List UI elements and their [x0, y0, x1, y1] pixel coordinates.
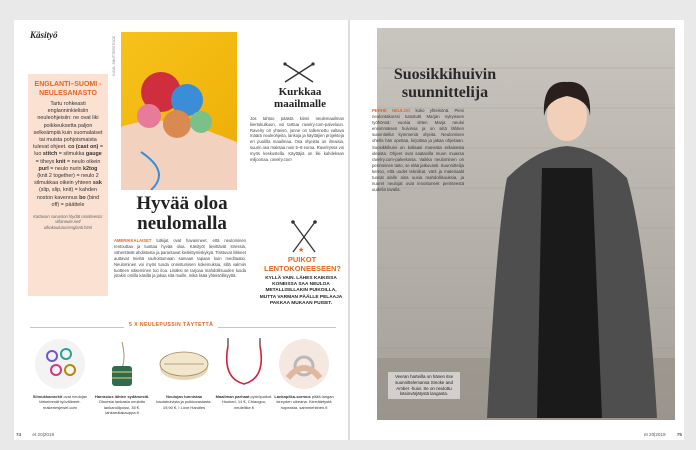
glossary-box: [28, 74, 108, 296]
item-caption-bold: Maailman parhaat: [215, 394, 251, 399]
glossary-entry: [54, 159, 100, 165]
glossary-term: ssk: [91, 180, 102, 187]
right-text: koko yhteisönä. Pieni neulontakurssi tutustutti Marjan nykyiseen työhönsä: vuosia sitten Marja neuloi ensimmäisen huivinsa ja on siitä lähtien suunnitellut kymmeniä ohjeita. Neulomisen ohella hän opettaa, kirjoittaa ja jakaa ohjeitaan. Suosikkihuivi on kollaasi monesta erilaisesta ideasta. Ohjeet ovat saatavilla muun muassa ravelry.com-palvelussa. Vaikka neulominen on perinteinen taito, se elää jatkuvasti. Suunnittelija kertoo, että uudet tekniikat, värit ja materiaalit tuovat alalle aina uusia mahdollisuuksia, ja nuoret neulojat ovat innostuneet perinteestä uudella tavalla.: [372, 108, 465, 193]
glossary-meaning: = tiheys: [35, 158, 55, 165]
item-caption-bold: Neulojan tunnistaa: [166, 394, 202, 399]
pink-yarn-ball: [137, 104, 161, 128]
hyvaa-lead: AMERIKKALAISET: [114, 238, 152, 243]
section-label: Käsityö: [30, 30, 58, 40]
item-caption-text: Ohuesta lankasta neulottu lankarullipussi, 35 €, lankarullakauppa.fi: [98, 399, 146, 415]
glossary-meaning: (knit 2 together) = neulo 2 silmukkaa oikein yhteen: [34, 173, 99, 187]
item-caption: [30, 394, 90, 410]
stitch-markers-image: [34, 338, 86, 390]
glossary-entry: [41, 151, 84, 157]
puikot-title: PUIKOT LENTOKONEESEEN?: [264, 255, 341, 273]
glossary-term: co (cast on): [68, 144, 99, 151]
glossary-term: purl: [38, 165, 49, 172]
knitting-needles-icon: [282, 62, 316, 84]
item-caption-text: pyöröpuikot. Hooked, 14 €, Chiaogoo, neuleliike.fi: [221, 394, 273, 410]
item-caption-bold: Silmukkamerkit: [32, 394, 64, 399]
yarn-bowl-image: [96, 338, 148, 390]
star-icon: ★: [298, 247, 305, 254]
glossary-meaning: = neulo nurin: [48, 165, 82, 172]
glossary-entries: [34, 144, 103, 208]
item-caption-bold: Harrastus lähtee sydämestä.: [94, 394, 150, 399]
item-caption-text: ovat neulojan tärkeimmät työvälineet. makeriesjewel.com: [39, 394, 88, 410]
item-caption: [154, 394, 214, 410]
hyvaa-text: tutkijat ovat havainneet, että neulominen rentouttaa ja tuottaa hyvää oloa. Käsityöt lievittävät stressiä, vähentävät ahdistusta ja parantavat keskittymiskykyä. Toistuvat liikkeet auttavat mieltä rauhoittumaan samaan tapaan kuin meditaatio. Neulominen voi myös tuoda onnistumisen kokemuksia, sillä valmiin tuotteen näkeminen tuo iloa. Lisäksi se tarjoaa mahdollisuuden luoda jotakin omilla käsillä ja jakaa sitä muille, mikä lisää yhteisöllisyyttä.: [114, 238, 246, 279]
glossary-entry: [39, 166, 82, 172]
glossary-term: gauge: [84, 151, 102, 158]
glossary-term: k2tog: [81, 165, 98, 172]
right-title: Suosikkihuivin suunnittelija: [393, 66, 497, 101]
glossary-meaning: = silmukka: [57, 151, 85, 158]
glossary-intro: Tartu rohkeasti englanninkielisiin neuleohjeisiin: ne ovat liki poikkeuksetta paljon selkeämpiä kuin suomalaiset tai muista pohjoismaista tulevat ohjeet.: [33, 101, 103, 151]
glossary-term: knit: [54, 158, 66, 165]
yarn-photo: [121, 32, 237, 190]
dress: [537, 168, 602, 418]
item-caption: [274, 394, 334, 410]
item-caption-text: kaulahuivista ja puikkorasiasta. 19,90 €, I Love Handles: [156, 399, 212, 410]
circular-needles-image: [218, 338, 270, 390]
left-page-number: 74: [16, 432, 22, 437]
hyvaa-body: [114, 238, 246, 279]
glossary-title: ENGLANTI–SUOMI -NEULESANASTO: [34, 81, 102, 97]
yarn-photo-credit: KUVA: SHUTTERSTOCK: [112, 36, 116, 76]
right-footer: [350, 432, 684, 437]
strip-title: 5 X NEULEPUSSIN TÄYTETTÄ: [124, 322, 218, 328]
right-page: [350, 20, 684, 440]
glossary-meaning: = neulo oikein: [65, 158, 101, 165]
item-caption: [92, 394, 152, 415]
orange-yarn-ball: [163, 110, 191, 138]
photo-caption: Veeran harteilla on hänen itse suunnittelemansa Smoke and Amber -huivi. Se on neulottu käsinvärjätystä langasta.: [388, 372, 460, 399]
item-caption: [214, 394, 274, 410]
item-caption-text: pitää langan kireyden oikeana. Kierrätetystä hopeasta. sammiehtinen.fi: [276, 394, 334, 410]
right-lead: PERHE NEULOO: [372, 108, 411, 113]
right-body: [372, 108, 464, 193]
hyvaa-title: Hyvää oloa neulomalla: [136, 193, 228, 234]
green-yarn-ball: [190, 111, 212, 133]
knitting-ring-image: [278, 338, 330, 390]
puikot-body: KYLLÄ VAIN. LÄHES KAIKISSA KONEISSA SAA NEULOA METALLISILLAKIN PUIKOILLA, MUTTA VARMAN PÄÄLLE PELAAJA PAKKAA MUKAAN PUISET.: [259, 276, 343, 306]
kurkkaa-title: Kurkkaa maailmalle: [274, 86, 326, 110]
right-issue: et 20|2019: [643, 432, 666, 437]
glossary-meaning: (slip, slip, knit) = kahden noston kavennus: [36, 187, 97, 201]
left-issue: et 20|2019: [32, 432, 55, 437]
glossary-footnote: Kattavan sanaston löydät osoitteesta: villaneule.net/ ulkokoulutus/englanti.html: [33, 214, 103, 230]
glossary-term: stitch: [41, 151, 58, 158]
left-footer: [14, 432, 348, 437]
kurkkaa-body: [250, 116, 344, 162]
kurkkaa-text: Jos tahtoo päästä kiinni neulemaailman kiertokulkuun, voi tarttua ravelry.com-palveluun. Ravelry on yhteisö, jonne on tallennettu valtava määrä neuleohjeita, lankoja ja käyttäjien projekteja eri puolilta maailmaa. Osa ohjeista on ilmaisia, suurin osa maksaa noin 5–8 euroa. Ravelryssa voi myös keskustella. Käyttäjiä on liki kahdeksan miljoonaa.: [250, 116, 344, 162]
left-page: [14, 20, 348, 440]
glossary-term: bo: [77, 194, 86, 201]
glossary-meaning: (bind off) = päättele: [51, 194, 100, 208]
item-caption-bold: Lankapiika-sormus: [274, 394, 312, 399]
yarn-illustration: [121, 32, 237, 190]
right-page-number: 75: [676, 432, 682, 437]
glossary-meaning: = luo: [34, 144, 103, 158]
kurkkaa-link[interactable]: ravelry.com: [270, 156, 292, 162]
glossary-body: [33, 101, 103, 209]
needle-case-image: [158, 338, 210, 390]
